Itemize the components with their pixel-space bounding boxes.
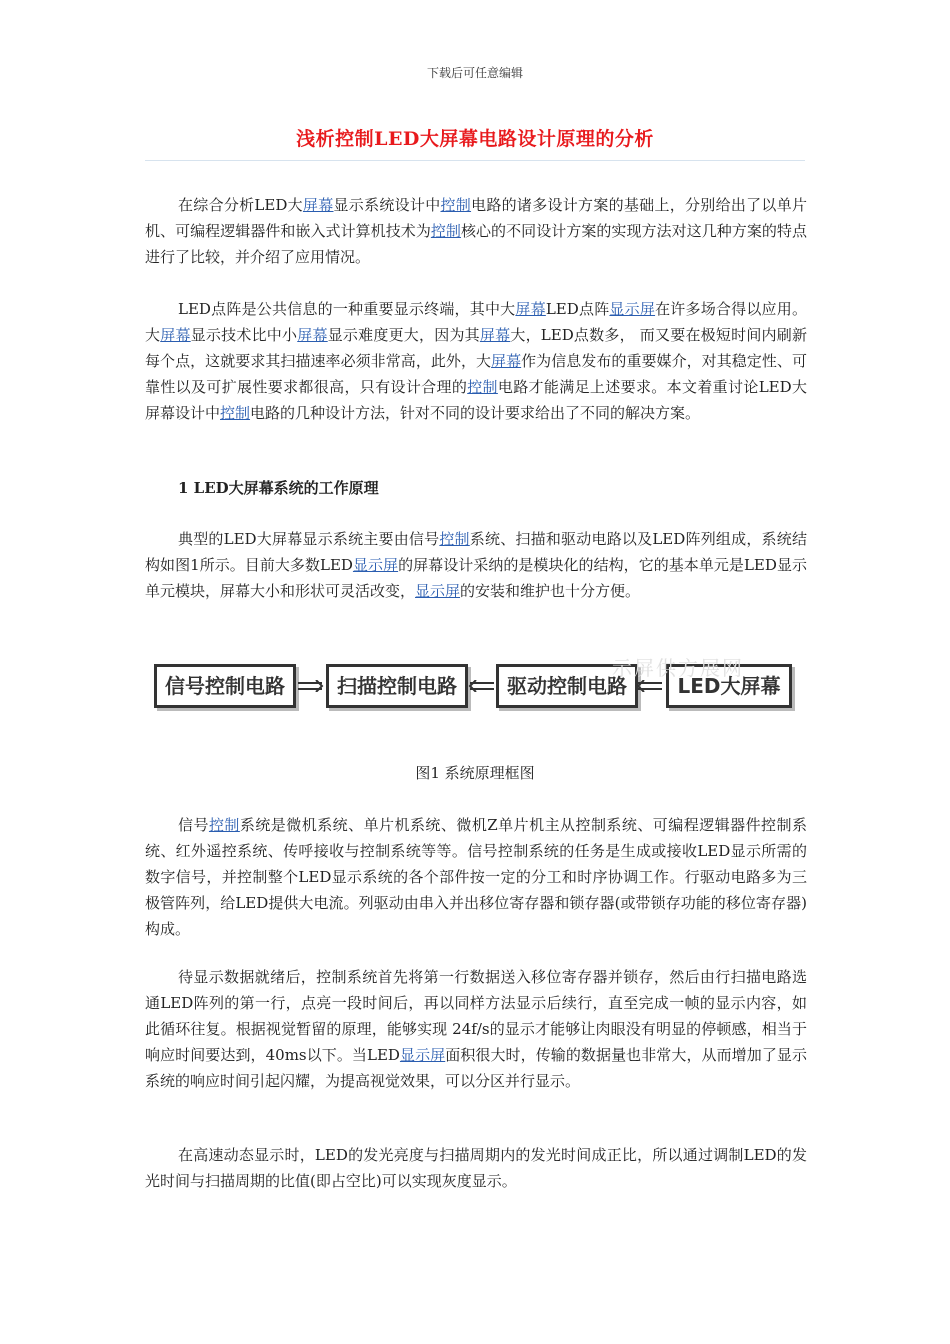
- paragraph-text: 作为信息发布的重要媒介，对其稳定性、可靠性以及可扩展性要求都很高，只有设计合理的: [145, 352, 807, 396]
- paragraph-text: 显示难度更大，因为其: [327, 326, 480, 344]
- paragraph: [145, 296, 807, 426]
- paragraph-text: 系统、扫描和驱动电路以及LED阵列组成，系统结构如图1所示。目前大多数LED: [145, 530, 807, 574]
- diagram-box-led-screen: LED大屏幕: [666, 664, 792, 708]
- diagram-box-scan-control: 扫描控制电路: [326, 664, 468, 708]
- paragraph-text: 显示技术比中小: [190, 326, 298, 344]
- keyword-link[interactable]: 屏幕: [491, 352, 522, 370]
- keyword-link[interactable]: 显示屏: [399, 1046, 446, 1064]
- paragraph-text: 典型的LED大屏幕显示系统主要由信号: [178, 530, 440, 548]
- section-heading: 1 LED大屏幕系统的工作原理: [178, 479, 379, 497]
- keyword-link[interactable]: 显示屏: [609, 300, 656, 318]
- keyword-link[interactable]: 屏幕: [160, 326, 191, 344]
- keyword-link[interactable]: 控制: [430, 222, 461, 240]
- paragraph-text: 系统是微机系统、单片机系统、微机Z单片机主从控制系统、可编程逻辑器件控制系统、红外遥控系统、传呼接收与控制系统等等。信号控制系统的任务是生成或接收LED显示所需的数字信号，并控制整个LED显示系统的各个部件按一定的分工和时序协调工作。行驱动电路多为三极管阵列，给LED提供大电流。列驱动由串入并出移位寄存器和锁存器(或带锁存功能的移位寄存器)构成。: [145, 816, 807, 938]
- paragraph: [145, 192, 807, 270]
- paragraph: [145, 964, 807, 1094]
- figure-caption: 图1 系统原理框图: [415, 764, 535, 782]
- paragraph-text: 核心的不同设计方案的实现方法对这几种方案的特点进行了比较，并介绍了应用情况。: [145, 222, 807, 266]
- paragraph-text: 的安装和维护也十分方便。: [460, 582, 641, 600]
- keyword-link[interactable]: 显示屏: [415, 582, 461, 600]
- paragraph-text: 电路的几种设计方法，针对不同的设计要求给出了不同的解决方案。: [250, 404, 701, 422]
- double-arrow-icon: [468, 680, 496, 692]
- paragraph-text: LED点阵是公共信息的一种重要显示终端，其中大: [178, 300, 516, 318]
- keyword-link[interactable]: 屏幕: [297, 326, 328, 344]
- diagram-watermark: 示屏供方展网: [612, 656, 744, 680]
- keyword-link[interactable]: 控制: [208, 816, 240, 834]
- paragraph: [145, 812, 807, 942]
- paragraph-text: 面积很大时，传输的数据量也非常大，从而增加了显示系统的响应时间引起闪耀，为提高视觉效果，可以分区并行显示。: [145, 1046, 807, 1090]
- keyword-link[interactable]: 显示屏: [352, 556, 399, 574]
- paragraph-text: 在综合分析LED大: [178, 196, 303, 214]
- paragraph-text: 的屏幕设计采纳的是模块化的结构，它的基本单元是LED显示单元模块，屏幕大小和形状可灵活改变，: [145, 556, 807, 600]
- title-divider: [145, 160, 805, 161]
- keyword-link[interactable]: 屏幕: [479, 326, 511, 344]
- keyword-link[interactable]: 控制: [440, 196, 472, 214]
- paragraph-text: 信号: [178, 816, 209, 834]
- paragraph-text: 电路才能满足上述要求。本文着重讨论LED大屏幕设计中: [145, 378, 807, 422]
- paragraph: [145, 1142, 807, 1194]
- page-title: 浅析控制LED大屏幕电路设计原理的分析: [296, 128, 654, 150]
- keyword-link[interactable]: 控制: [467, 378, 498, 396]
- header-note: 下载后可任意编辑: [426, 66, 523, 80]
- paragraph-text: 显示系统设计中: [333, 196, 441, 214]
- diagram-box-drive-control: 驱动控制电路: [496, 664, 638, 708]
- paragraph-text: 电路的诸多设计方案的基础上，分别给出了以单片机、可编程逻辑器件和嵌入式计算机技术为: [145, 196, 807, 240]
- paragraph-text: 待显示数据就绪后，控制系统首先将第一行数据送入移位寄存器并锁存，然后由行扫描电路选通LED阵列的第一行，点亮一段时间后，再以同样方法显示后续行，直至完成一帧的显示内容，如此循环往复。根据视觉暂留的原理，能够实现 24f/s的显示才能够让肉眼没有明显的停顿感，相当于响应时间要达到，40ms以下。当LED: [145, 968, 807, 1064]
- diagram-box-signal-control: 信号控制电路: [154, 664, 296, 708]
- keyword-link[interactable]: 屏幕: [515, 300, 546, 318]
- double-arrow-icon: [296, 680, 324, 692]
- double-arrow-icon: [636, 680, 664, 692]
- keyword-link[interactable]: 控制: [439, 530, 470, 548]
- keyword-link[interactable]: 屏幕: [302, 196, 334, 214]
- paragraph-text: LED点阵: [545, 300, 610, 318]
- paragraph-text: 在高速动态显示时，LED的发光亮度与扫描周期内的发光时间成正比，所以通过调制LED的发光时间与扫描周期的比值(即占空比)可以实现灰度显示。: [145, 1146, 807, 1190]
- keyword-link[interactable]: 控制: [220, 404, 251, 422]
- paragraph-text: 在许多场合得以应用。大: [145, 300, 807, 344]
- paragraph: [145, 526, 807, 604]
- paragraph-text: 大，LED点数多， 而又要在极短时间内刷新每个点，这就要求其扫描速率必须非常高，此外，大: [145, 326, 807, 370]
